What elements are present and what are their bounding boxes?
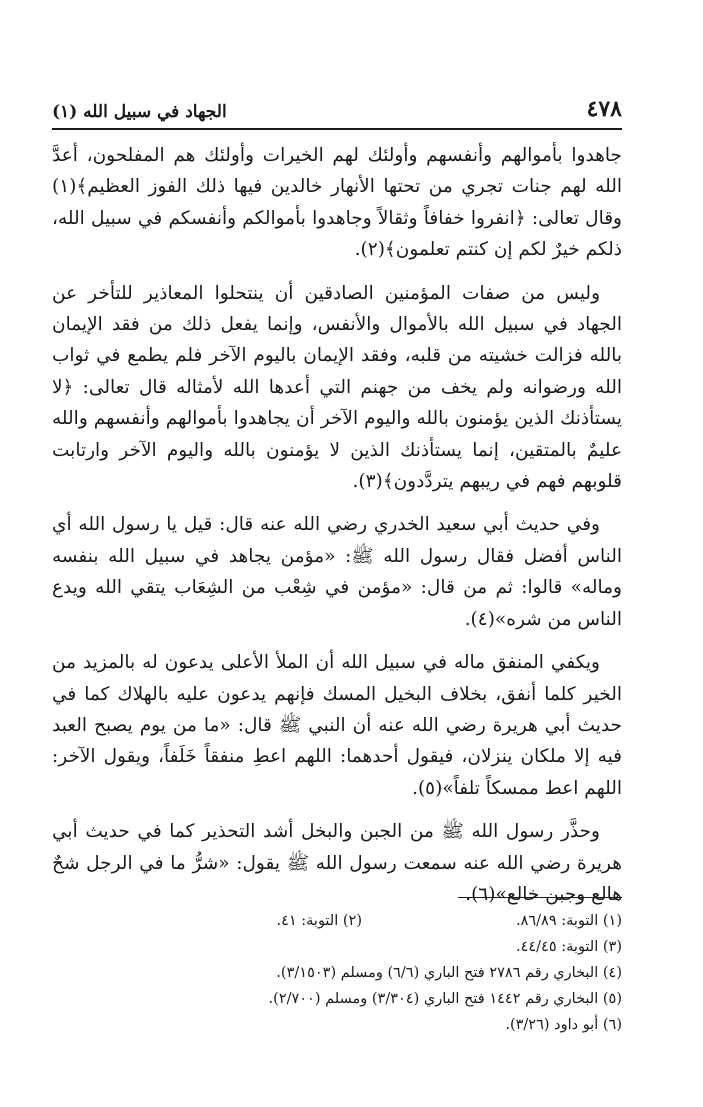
footnote-row: [52, 908, 622, 934]
footnote-6: (٦) أبو داود (٣/٢٦).: [505, 1017, 622, 1033]
footnotes: [52, 908, 622, 1038]
page-number: ٤٧٨: [586, 96, 622, 122]
running-title: الجهاد في سبيل الله (١): [52, 102, 227, 122]
footnote-5: (٥) البخاري رقم ١٤٤٢ فتح الباري (٣/٣٠٤) ومسلم (٢/٧٠٠).: [268, 991, 622, 1007]
paragraph: وفي حديث أبي سعيد الخدري رضي الله عنه قال: قيل يا رسول الله أي الناس أفضل فقال رسول الله ﷺ: «مؤمن يجاهد في سبيل الله بنفسه وماله» قالوا: ثم من قال: «مؤمن في شِعْب من الشِعَاب يتقي الله ويدع الناس من شره»(٤).: [52, 514, 622, 630]
footnote-3: (٣) التوبة: ٤٤/٤٥.: [515, 939, 622, 955]
paragraph: وليس من صفات المؤمنين الصادقين أن ينتحلوا المعاذير للتأخر عن الجهاد في سبيل الله بالأموال والأنفس، وإنما يفعل ذلك من فقد الإيمان بالله فزالت خشيته من قلبه، وفقد الإيمان باليوم الآخر فلم يطمع في ثواب الله ورضوانه ولم يخف من جهنم التي أعدها الله لأمثاله قال تعالى: ﴿لا يستأذنك الذين يؤمنون بالله واليوم الآخر أن يجاهدوا بأموالهم وأنفسهم والله عليمٌ بالمتقين، إنما يستأذنك الذين لا يؤمنون بالله واليوم الآخر وارتابت قلوبهم فهم في ريبهم يتردَّدون﴾(٣).: [52, 282, 622, 493]
footnote-divider: [458, 897, 622, 898]
paragraph: ويكفي المنفق ماله في سبيل الله أن الملأ الأعلى يدعون له بالمزيد من الخير كلما أنفق، بخلاف البخيل المسك فإنهم يدعون عليه بالهلاك كما في حديث أبي هريرة رضي الله عنه أن النبي ﷺ قال: «ما من يوم يصبح العبد فيه إلا ملكان ينزلان، فيقول أحدهما: اللهم اعطِ منفقاً خَلَفاً، ويقول الآخر: اللهم اعط ممسكاً تلفاً»(٥).: [52, 652, 622, 799]
main-text: [52, 140, 622, 922]
paragraph: جاهدوا بأموالهم وأنفسهم وأولئك لهم الخيرات وأولئك هم المفلحون، أعدَّ الله لهم جنات تجري من تحتها الأنهار خالدين فيها ذلك الفوز العظيم﴾(١) وقال تعالى: ﴿انفروا خفافاً وثقالاً وجاهدوا بأموالكم وأنفسكم في سبيل الله، ذلكم خيرٌ لكم إن كنتم تعلمون﴾(٢).: [52, 145, 622, 261]
paragraph: وحذَّر رسول الله ﷺ من الجبن والبخل أشد التحذير كما في حديث أبي هريرة رضي الله عنه سمعت رسول الله ﷺ يقول: «شرُّ ما في الرجل شحٌ هالع وجبن خالع»(٦).: [52, 821, 622, 905]
footnote-2: (٢) التوبة: ٤١.: [276, 913, 362, 929]
page-header: [52, 88, 622, 130]
footnote-1: (١) التوبة: ٨٦/٨٩.: [515, 913, 622, 929]
footnote-4: (٤) البخاري رقم ٢٧٨٦ فتح الباري (٦/٦) ومسلم (٣/١٥٠٣).: [276, 965, 622, 981]
